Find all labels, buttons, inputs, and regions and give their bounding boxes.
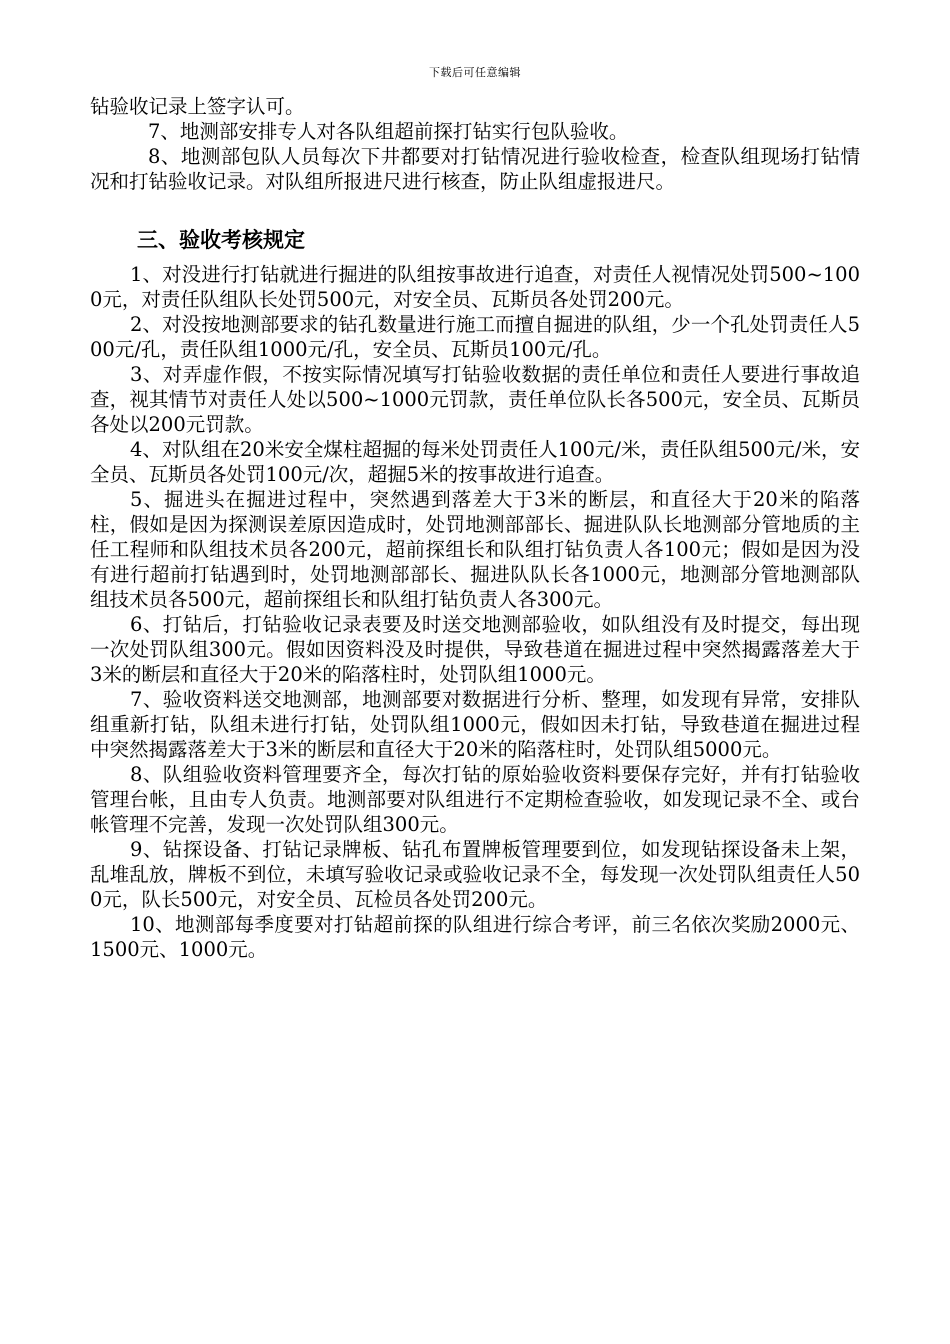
rule-item-8: 8、队组验收资料管理要齐全，每次打钻的原始验收资料要保存完好，并有打钻验收管理台帐，且由专人负责。地测部要对队组进行不定期检查验收，如发现记录不全、或台帐管理不完善，发现一次处罚队组300元。 — [90, 763, 860, 836]
rule-item-6: 6、打钻后，打钻验收记录表要及时送交地测部验收，如队组没有及时提交，每出现一次处罚队组300元。假如因资料没及时提供，导致巷道在掘进过程中突然揭露落差大于3米的断层和直径大于20米的陷落柱时，处罚队组1000元。 — [90, 613, 860, 686]
rule-item-4: 4、对队组在20米安全煤柱超掘的每米处罚责任人100元/米，责任队组500元/米，安全员、瓦斯员各处罚100元/次，超掘5米的按事故进行追查。 — [90, 438, 860, 486]
document-body — [90, 94, 860, 962]
rule-item-3: 3、对弄虚作假，不按实际情况填写打钻验收数据的责任单位和责任人要进行事故追查，视其情节对责任人处以500~1000元罚款，责任单位队长各500元，安全员、瓦斯员各处以200元罚款。 — [90, 363, 860, 436]
section-heading: 三、验收考核规定 — [137, 228, 305, 252]
rule-item-1: 1、对没进行打钻就进行掘进的队组按事故进行追查，对责任人视情况处罚500~1000元，对责任队组队长处罚500元，对安全员、瓦斯员各处罚200元。 — [90, 263, 860, 311]
rule-item-2: 2、对没按地测部要求的钻孔数量进行施工而擅自掘进的队组，少一个孔处罚责任人500元/孔，责任队组1000元/孔，安全员、瓦斯员100元/孔。 — [90, 313, 860, 361]
paragraph-item-8: 8、地测部包队人员每次下井都要对打钻情况进行验收检查，检查队组现场打钻情况和打钻验收记录。对队组所报进尺进行核查，防止队组虚报进尺。 — [90, 145, 860, 193]
rule-item-10: 10、地测部每季度要对打钻超前探的队组进行综合考评，前三名依次奖励2000元、1500元、1000元。 — [90, 913, 860, 961]
rule-item-9: 9、钻探设备、打钻记录牌板、钻孔布置牌板管理要到位，如发现钻探设备未上架，乱堆乱放，牌板不到位，未填写验收记录或验收记录不全，每发现一次处罚队组责任人500元，队长500元，对安全员、瓦检员各处罚200元。 — [90, 838, 860, 911]
rule-item-7: 7、验收资料送交地测部，地测部要对数据进行分析、整理，如发现有异常，安排队组重新打钻，队组未进行打钻，处罚队组1000元，假如因未打钻，导致巷道在掘进过程中突然揭露落差大于3米的断层和直径大于20米的陷落柱时，处罚队组5000元。 — [90, 688, 860, 761]
paragraph-item-7: 7、地测部安排专人对各队组超前探打钻实行包队验收。 — [148, 120, 629, 143]
page-header-note: 下载后可任意编辑 — [429, 66, 521, 79]
paragraph-continuation: 钻验收记录上签字认可。 — [90, 95, 305, 118]
rule-item-5: 5、掘进头在掘进过程中，突然遇到落差大于3米的断层，和直径大于20米的陷落柱，假如是因为探测误差原因造成时，处罚地测部部长、掘进队队长地测部分管地质的主任工程师和队组技术员各200元，超前探组长和队组打钻负责人各100元；假如是因为没有进行超前打钻遇到时，处罚地测部部长、掘进队队长各1000元，地测部分管地测部队组技术员各500元，超前探组长和队组打钻负责人各300元。 — [90, 488, 860, 611]
